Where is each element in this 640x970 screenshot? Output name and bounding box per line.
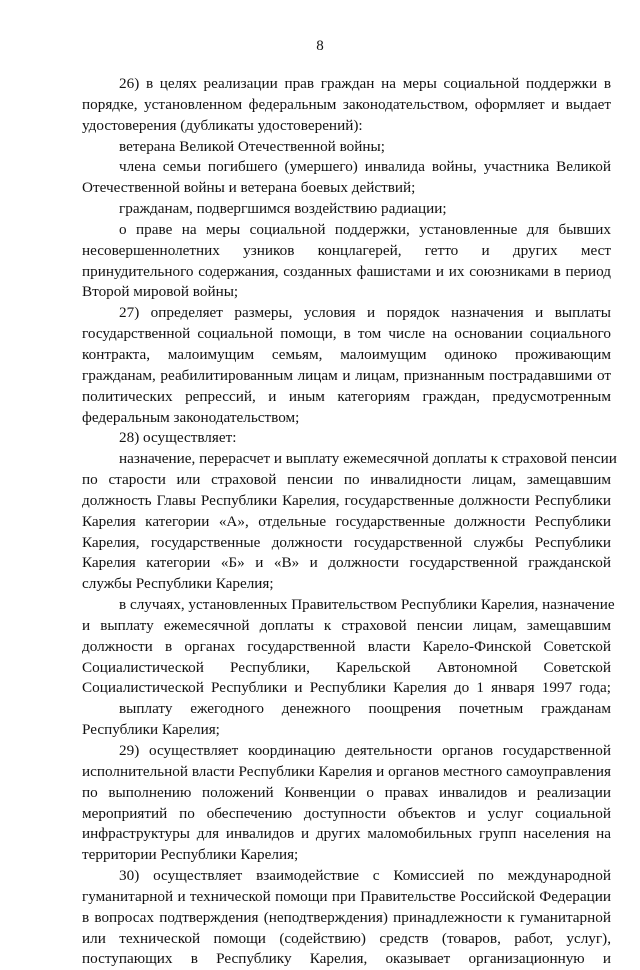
text-line: Социалистической Республики, Карельской Автономной Советской bbox=[82, 658, 611, 676]
text-line: Социалистической Республики и Республики Карелия до 1 января 1997 года; bbox=[82, 679, 611, 697]
text-line: выплату ежегодного денежного поощрения почетным гражданам bbox=[119, 700, 611, 718]
text-line: 30) осуществляет взаимодействие с Комиссией по международной bbox=[119, 867, 611, 885]
text-line: 26) в целях реализации прав граждан на меры социальной поддержки в bbox=[119, 75, 611, 92]
text-line: в вопросах подтверждения (неподтверждения) принадлежности к гуманитарной bbox=[82, 908, 611, 926]
text-line: гуманитарной и технической помощи при Правительстве Российской Федерации bbox=[82, 887, 611, 905]
text-line: гражданам, подвергшимся воздействию радиации; bbox=[119, 200, 447, 218]
text-line: Карелия, государственные должности государственной службы Республики bbox=[82, 533, 611, 551]
text-line: назначение, перерасчет и выплату ежемесячной доплаты к страховой пенсии bbox=[119, 450, 617, 468]
text-line: Отечественной войны и ветерана боевых действий; bbox=[82, 179, 416, 197]
text-line: должность Главы Республики Карелия, государственные должности Республики bbox=[82, 491, 611, 509]
text-line: ветерана Великой Отечественной войны; bbox=[119, 137, 385, 155]
text-line: мероприятий по обеспечению доступности объектов и услуг социальной bbox=[82, 804, 611, 822]
text-line: территории Республики Карелия; bbox=[82, 846, 299, 864]
text-line: Республики Карелия; bbox=[82, 721, 220, 739]
text-line: и выплату ежемесячной доплаты к страховой пенсии лицам, замещавшим bbox=[82, 616, 611, 634]
text-line: федеральным законодательством; bbox=[82, 408, 300, 426]
page-number: 8 bbox=[316, 38, 324, 54]
text-line: по старости или страховой пенсии по инвалидности лицам, замещавшим bbox=[82, 471, 611, 489]
text-line: несовершеннолетних узников концлагерей, гетто и других мест bbox=[82, 241, 611, 259]
text-line: контракта, малоимущим семьям, малоимущим одиноко проживающим bbox=[82, 345, 611, 363]
text-line: поступающих в Республику Карелия, оказывает организационную и bbox=[82, 950, 611, 968]
text-line: Второй мировой войны; bbox=[82, 283, 239, 301]
text-line: службы Республики Карелия; bbox=[82, 575, 274, 593]
document-body bbox=[82, 74, 617, 970]
text-line: члена семьи погибшего (умершего) инвалида войны, участника Великой bbox=[119, 158, 611, 176]
text-line: исполнительной власти Республики Карелия и органов местного самоуправления bbox=[82, 762, 611, 780]
text-line: о праве на меры социальной поддержки, установленные для бывших bbox=[119, 220, 611, 238]
text-line: в случаях, установленных Правительством Республики Карелия, назначение bbox=[119, 596, 615, 614]
text-line: гражданам, реабилитированным лицам и лицам, признанным пострадавшими от bbox=[82, 366, 611, 384]
text-line: 29) осуществляет координацию деятельности органов государственной bbox=[119, 742, 611, 759]
text-line: Карелия категории «Б» и «В» и должности государственной гражданской bbox=[82, 554, 611, 572]
text-line: по выполнению положений Конвенции о правах инвалидов и реализации bbox=[82, 783, 611, 801]
text-line: инфраструктуры для инвалидов и других маломобильных групп населения на bbox=[82, 825, 611, 843]
text-line: политических репрессий, и иным категориям граждан, предусмотренным bbox=[82, 387, 611, 405]
text-line: 27) определяет размеры, условия и порядок назначения и выплаты bbox=[119, 304, 611, 322]
text-line: порядке, установленном федеральным законодательством, оформляет и выдает bbox=[82, 95, 611, 113]
text-line: удостоверения (дубликаты удостоверений): bbox=[82, 116, 363, 134]
text-line: государственной социальной помощи, в том числе на основании социального bbox=[82, 325, 611, 343]
text-line: Карелия категории «А», отдельные государственные должности Республики bbox=[82, 512, 611, 530]
text-line: 28) осуществляет: bbox=[119, 429, 237, 447]
text-line: принудительного содержания, созданных фашистами и их союзниками в период bbox=[82, 262, 611, 280]
text-line: или технической помощи (содействию) средств (товаров, работ, услуг), bbox=[82, 929, 611, 947]
text-line: должности в органах государственной власти Карело-Финской Советской bbox=[82, 637, 611, 655]
